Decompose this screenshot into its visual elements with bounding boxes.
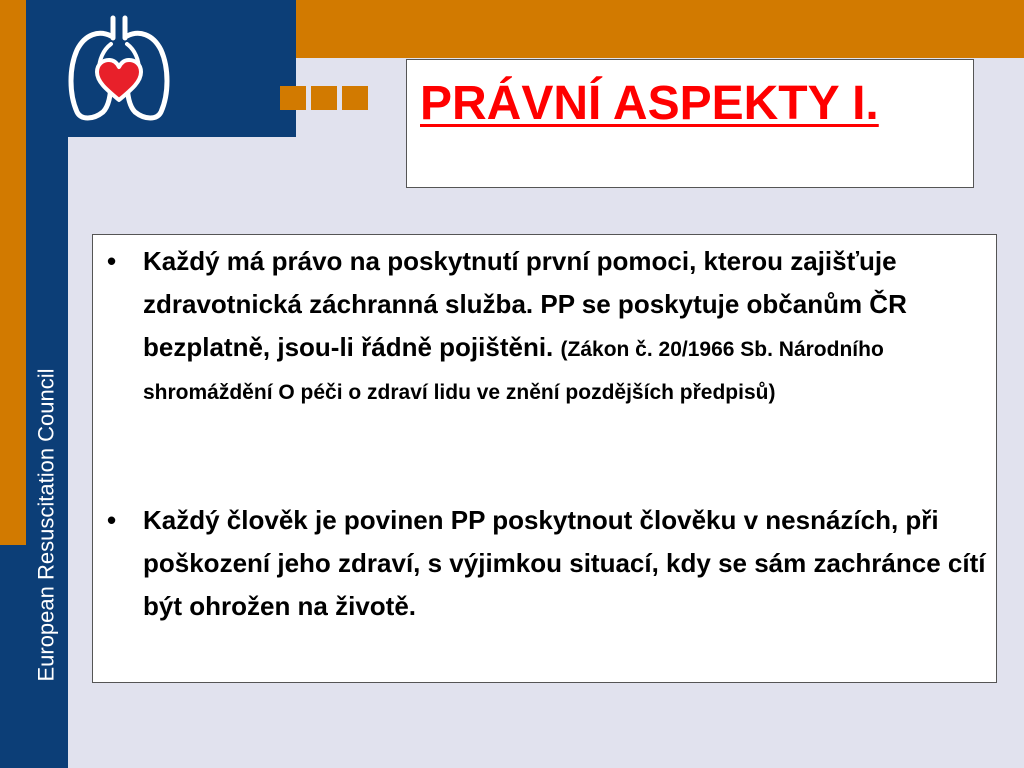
content-box [92, 234, 997, 683]
decorative-square [280, 86, 306, 110]
bullet-citation: (Zákon č. 20/1966 Sb. Národního shromáždění O péči o zdraví lidu ve znění pozdějších předpisů) [143, 338, 884, 404]
bullet-marker: • [107, 505, 117, 535]
bullet-marker: • [107, 246, 117, 276]
bullet-item [107, 240, 986, 412]
decorative-square [311, 86, 337, 110]
sidebar-organization-label: European Resuscitation Council [34, 368, 60, 682]
decorative-square [342, 86, 368, 110]
bullet-body [143, 499, 986, 628]
bullet-body [143, 240, 986, 412]
bullet-text: Každý má právo na poskytnutí první pomoci, kterou zajišťuje zdravotnická záchranná služba. PP se poskytuje občanům ČR bezplatně, jsou-li řádně pojištěni. [143, 246, 907, 362]
left-orange-bar [0, 0, 26, 545]
decorative-squares [280, 86, 368, 110]
slide-title: PRÁVNÍ ASPEKTY I. [420, 77, 879, 130]
bottom-left-blue-block [0, 545, 26, 768]
sidebar-label-container [27, 137, 67, 768]
bullet-item [107, 499, 986, 628]
lungs-heart-icon [63, 14, 175, 124]
title-box [406, 59, 974, 188]
bullet-text: Každý člověk je povinen PP poskytnout člověku v nesnázích, při poškození jeho zdraví, s výjimkou situací, kdy se sám zachránce cítí být ohrožen na životě. [143, 505, 986, 621]
top-orange-bar [296, 0, 1024, 58]
